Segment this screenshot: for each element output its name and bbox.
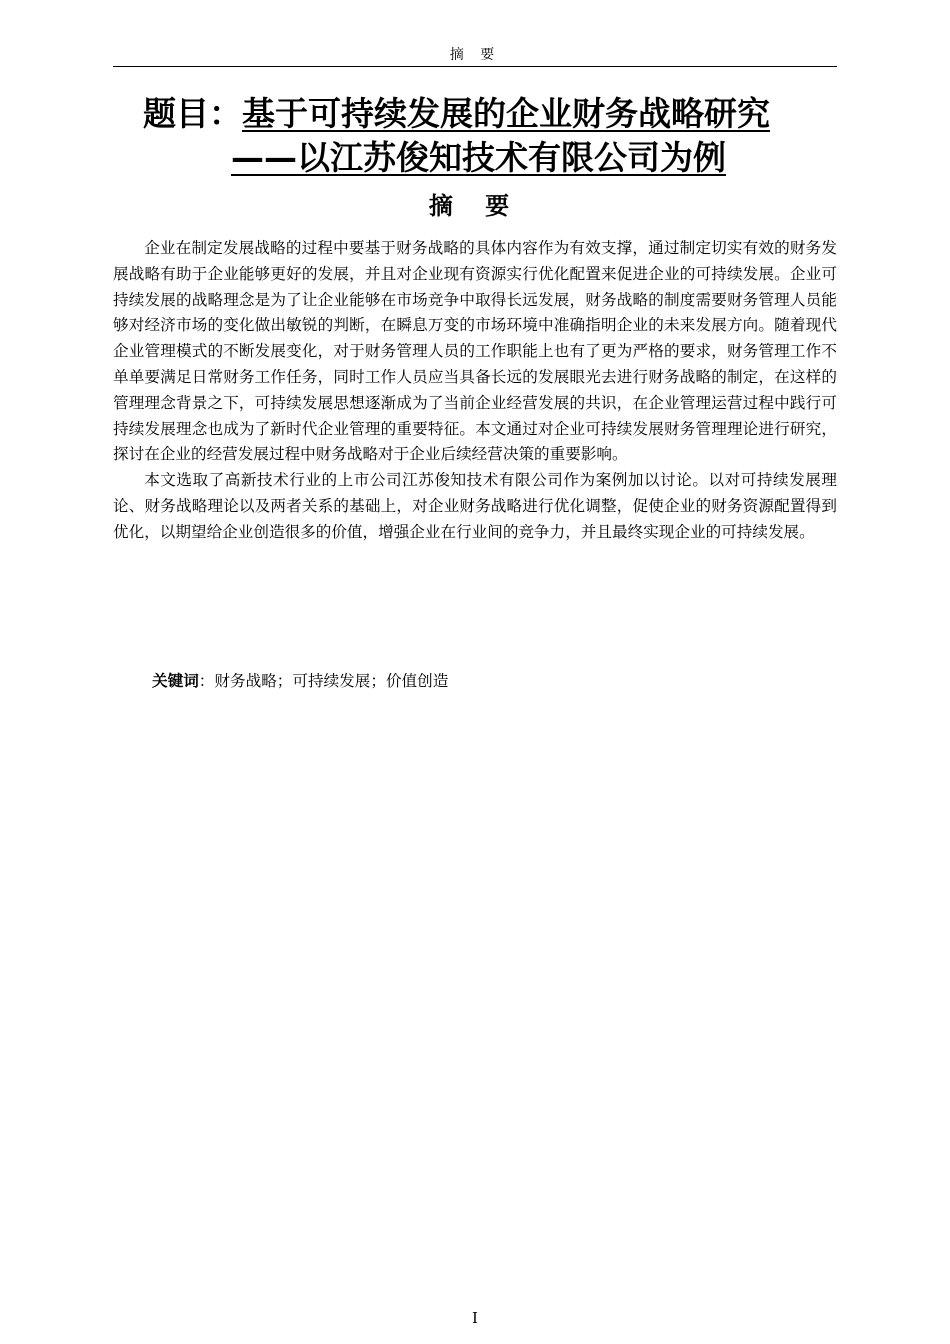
abstract-body	[113, 236, 837, 546]
title-line-subtitle	[231, 136, 726, 180]
abstract-paragraph-2: 本文选取了高新技术行业的上市公司江苏俊知技术有限公司作为案例加以讨论。以对可持续发展理论、财务战略理论以及两者关系的基础上，对企业财务战略进行优化调整，促使企业的财务资源配置得到优化，以期望给企业创造很多的价值，增强企业在行业间的竞争力，并且最终实现企业的可持续发展。	[113, 471, 837, 541]
running-header: 摘 要	[449, 47, 501, 63]
keywords-label: 关键词	[152, 672, 199, 690]
page-number: I	[472, 1309, 478, 1327]
keywords-line	[152, 668, 448, 694]
title-prefix: 题目：	[143, 94, 242, 133]
abstract-heading: 摘 要	[428, 192, 522, 220]
title-line-main	[143, 92, 770, 136]
abstract-paragraph-1: 企业在制定发展战略的过程中要基于财务战略的具体内容作为有效支撑，通过制定切实有效的财务发展战略有助于企业能够更好的发展，并且对企业现有资源实行优化配置来促进企业的可持续发展。企业可持续发展的战略理念是为了让企业能够在市场竞争中取得长远发展，财务战略的制度需要财务管理人员能够对经济市场的变化做出敏锐的判断，在瞬息万变的市场环境中准确指明企业的未来发展方向。随着现代企业管理模式的不断发展变化，对于财务管理人员的工作职能上也有了更为严格的要求，财务管理工作不单单要满足日常财务工作任务，同时工作人员应当具备长远的发展眼光去进行财务战略的制定，在这样的管理理念背景之下，可持续发展思想逐渐成为了当前企业经营发展的共识，在企业管理运营过程中践行可持续发展理念也成为了新时代企业管理的重要特征。本文通过对企业可持续发展财务管理理论进行研究，探讨在企业的经营发展过程中财务战略对于企业后续经营决策的重要影响。	[113, 239, 837, 464]
title-main-text: 基于可持续发展的企业财务战略研究	[242, 94, 770, 133]
title-subtitle-text: ——以江苏俊知技术有限公司为例	[231, 138, 726, 177]
keywords-text: 财务战略；可持续发展；价值创造	[214, 672, 449, 690]
header-divider	[113, 66, 837, 67]
keywords-separator: ：	[198, 672, 215, 690]
